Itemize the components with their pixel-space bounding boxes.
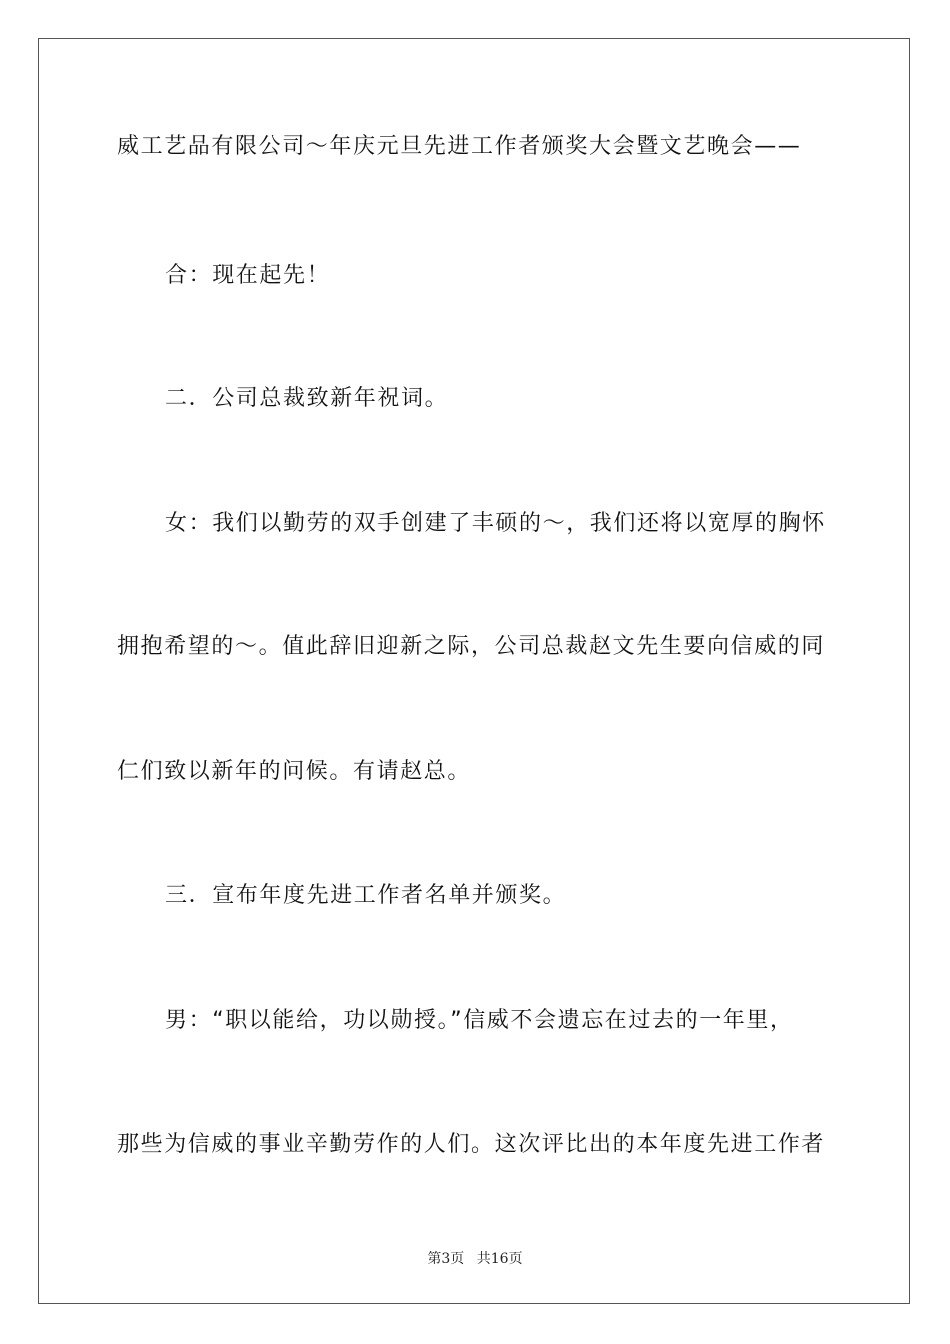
text-line-3: 二．公司总裁致新年祝词。: [165, 386, 449, 411]
text-line-6: 仁们致以新年的问候。有请赵总。: [117, 759, 472, 784]
text-line-2: 合：现在起先！: [165, 263, 331, 288]
page-border: [38, 38, 910, 1304]
total-pages: 共16页: [476, 1251, 523, 1267]
text-line-7: 三．宣布年度先进工作者名单并颁奖。: [165, 883, 567, 908]
page-footer: [0, 1248, 950, 1268]
text-line-1: 威工艺品有限公司～年庆元旦先进工作者颁奖大会暨文艺晚会——: [117, 134, 802, 159]
text-line-8: 男：“职以能给，功以勋授。”信威不会遗忘在过去的一年里，: [165, 1008, 794, 1033]
text-line-5: 拥抱希望的～。值此辞旧迎新之际，公司总裁赵文先生要向信威的同: [117, 634, 826, 659]
page-number: 第3页: [427, 1251, 465, 1267]
text-line-9: 那些为信威的事业辛勤劳作的人们。这次评比出的本年度先进工作者: [117, 1132, 826, 1157]
text-line-4: 女：我们以勤劳的双手创建了丰硕的～，我们还将以宽厚的胸怀: [165, 511, 826, 536]
